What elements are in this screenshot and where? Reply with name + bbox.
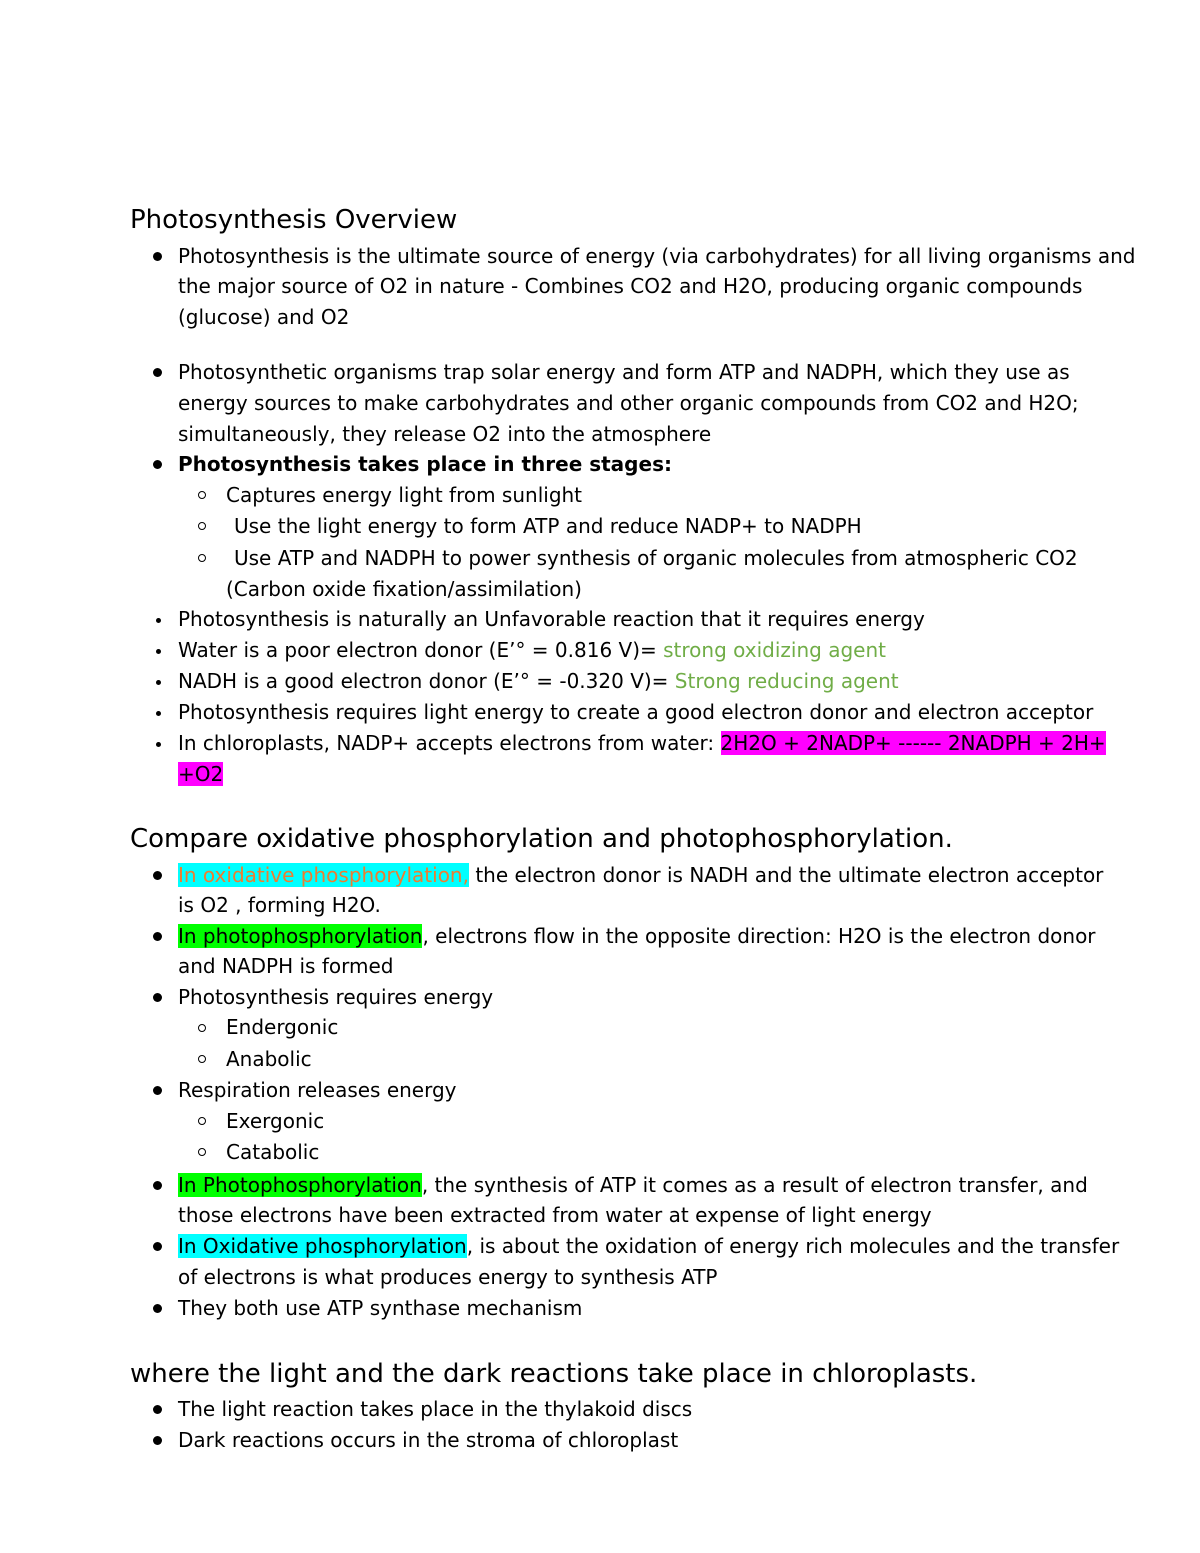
bullet-icon (153, 1405, 162, 1414)
bullet-icon (156, 618, 161, 623)
bullet-icon (153, 932, 162, 941)
list-item-text-part: , the synthesis of ATP it comes as a result of electron transfer, and (421, 1173, 1088, 1197)
circle-bullet-icon (198, 1117, 206, 1125)
bullet-icon (153, 1436, 162, 1445)
list-item-text: energy sources to make carbohydrates and other organic compounds from CO2 and H2O; (178, 391, 1079, 415)
list-item-text (178, 922, 1096, 950)
section-heading-reactions-location: where the light and the dark reactions take place in chloroplasts. (130, 1359, 978, 1389)
circle-bullet-icon (198, 1055, 206, 1063)
bullet-icon (153, 368, 162, 377)
circle-bullet-icon (198, 554, 206, 562)
list-item-text: simultaneously, they release O2 into the atmosphere (178, 422, 712, 446)
list-item-text (178, 667, 899, 695)
bullet-icon (153, 1242, 162, 1251)
list-item-text: Photosynthesis is naturally an Unfavorable reaction that it requires energy (178, 607, 925, 631)
bullet-icon (156, 742, 161, 747)
bullet-icon (156, 711, 161, 716)
list-item-text: those electrons have been extracted from water at expense of light energy (178, 1203, 932, 1227)
sub-list-item-text: Anabolic (226, 1047, 312, 1071)
sub-list-item-text: Use the light energy to form ATP and reduce NADP+ to NADPH (234, 514, 862, 538)
list-item-text: and NADPH is formed (178, 954, 394, 978)
list-item-text: They both use ATP synthase mechanism (178, 1296, 583, 1320)
list-item-text: (glucose) and O2 (178, 305, 350, 329)
list-item-text (178, 1171, 1088, 1199)
list-item-text-part: NADH is a good electron donor (E’° = -0.320 V)= (178, 669, 675, 693)
bullet-icon (153, 252, 162, 261)
list-item-text-part: In chloroplasts, NADP+ accepts electrons from water: (178, 731, 721, 755)
list-item-text: Photosynthetic organisms trap solar energy and form ATP and NADPH, which they use as (178, 360, 1070, 384)
sub-list-item-text: Exergonic (226, 1109, 325, 1133)
equation-highlight: +O2 (178, 762, 224, 786)
circle-bullet-icon (198, 522, 206, 530)
list-item-text (178, 636, 886, 664)
reducing-agent-text: Strong reducing agent (674, 669, 899, 693)
bullet-icon (153, 1181, 162, 1190)
oxidative-phosphorylation-highlight: In Oxidative phosphorylation (178, 1234, 467, 1258)
list-item-text (178, 729, 1106, 757)
sub-list-item-text: Catabolic (226, 1140, 320, 1164)
bullet-icon (153, 1304, 162, 1313)
sub-list-item-text: (Carbon oxide fixation/assimilation) (226, 577, 582, 601)
circle-bullet-icon (198, 1148, 206, 1156)
bullet-icon (153, 993, 162, 1002)
list-item-text: the major source of O2 in nature - Combines CO2 and H2O, producing organic compounds (178, 274, 1083, 298)
list-item-text-part: , is about the oxidation of energy rich molecules and the transfer (466, 1234, 1120, 1258)
list-item-text: Photosynthesis requires light energy to create a good electron donor and electron acceptor (178, 700, 1094, 724)
list-item-text: of electrons is what produces energy to synthesis ATP (178, 1265, 718, 1289)
list-item-text: The light reaction takes place in the thylakoid discs (178, 1397, 693, 1421)
list-item-text: Respiration releases energy (178, 1078, 457, 1102)
bullet-icon (156, 680, 161, 685)
list-item-text: Dark reactions occurs in the stroma of chloroplast (178, 1428, 679, 1452)
list-item-text-part: , electrons flow in the opposite direction: H2O is the electron donor (422, 924, 1096, 948)
section-heading-compare: Compare oxidative phosphorylation and photophosphorylation. (130, 824, 953, 854)
list-item-text: Photosynthesis is the ultimate source of energy (via carbohydrates) for all living organisms and (178, 244, 1136, 268)
bullet-icon (153, 1086, 162, 1095)
list-item-text (178, 861, 1103, 889)
photophosphorylation-highlight: In Photophosphorylation (178, 1173, 422, 1197)
bullet-icon (156, 649, 161, 654)
bullet-icon (153, 460, 162, 469)
sub-list-item-text: Endergonic (226, 1015, 339, 1039)
list-item-text (178, 1232, 1119, 1260)
list-item-text: Photosynthesis requires energy (178, 985, 494, 1009)
list-item-text: is O2 , forming H2O. (178, 893, 381, 917)
sub-list-item-text: Use ATP and NADPH to power synthesis of organic molecules from atmospheric CO2 (234, 546, 1078, 570)
bullet-icon (153, 871, 162, 880)
list-item-text (178, 760, 223, 788)
oxidizing-agent-text: strong oxidizing agent (663, 638, 886, 662)
sub-list-item-text: Captures energy light from sunlight (226, 483, 583, 507)
equation-highlight: 2H2O + 2NADP+ ------ 2NADPH + 2H+ (720, 731, 1106, 755)
photophosphorylation-highlight: In photophosphorylation (178, 924, 423, 948)
list-item-text-part: Water is a poor electron donor (E’° = 0.816 V)= (178, 638, 664, 662)
section-heading-photosynthesis-overview: Photosynthesis Overview (130, 205, 458, 235)
circle-bullet-icon (198, 491, 206, 499)
list-item-text-part: the electron donor is NADH and the ultimate electron acceptor (468, 863, 1104, 887)
oxidative-phosphorylation-highlight: In oxidative phosphorylation, (178, 863, 469, 887)
circle-bullet-icon (198, 1024, 206, 1032)
list-item-text: Photosynthesis takes place in three stages: (178, 452, 672, 476)
